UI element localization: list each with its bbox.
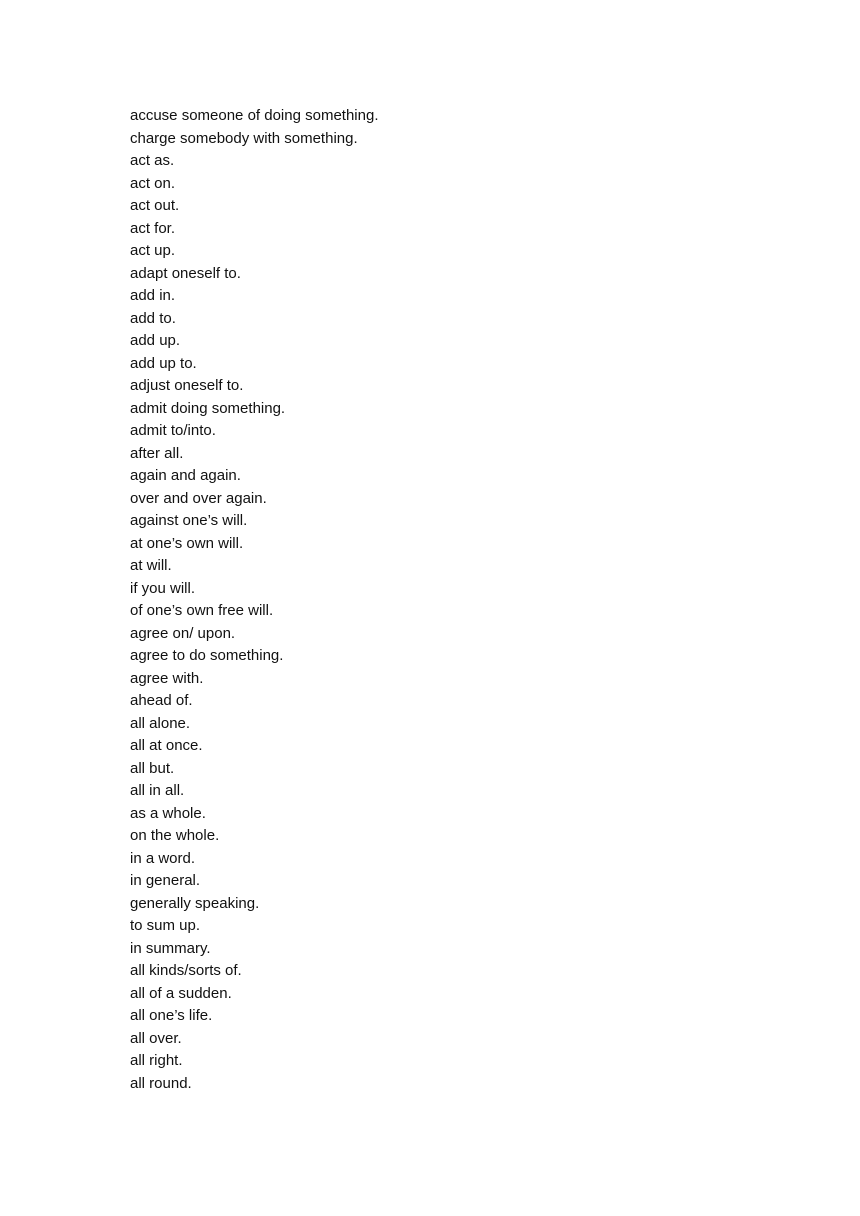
phrase-line: as a whole. xyxy=(130,804,206,822)
phrase-line: add up. xyxy=(130,332,181,349)
phrase-line: add up to. xyxy=(130,354,197,372)
phrase-line: accuse someone of doing something. xyxy=(130,107,379,124)
phrase-line: at one’s own will. xyxy=(130,534,244,552)
phrase-line: act up. xyxy=(130,242,176,259)
phrase-line: after all. xyxy=(130,444,184,462)
phrase-line: add to. xyxy=(130,309,176,327)
phrase-line: ahead of. xyxy=(130,692,193,709)
phrase-line: in general. xyxy=(130,872,201,889)
phrase-line: all alone. xyxy=(130,714,191,732)
phrase-line: if you will. xyxy=(130,579,196,597)
phrase-line: add in. xyxy=(130,287,176,304)
phrase-line: charge somebody with something. xyxy=(130,129,358,147)
phrase-line: admit to/into. xyxy=(130,422,216,439)
phrase-line: in summary. xyxy=(130,939,211,957)
phrase-list xyxy=(130,105,379,1095)
phrase-line: over and over again. xyxy=(130,489,267,507)
phrase-line: all right. xyxy=(130,1052,183,1069)
phrase-line: adjust oneself to. xyxy=(130,377,244,394)
phrase-line: agree with. xyxy=(130,669,204,687)
phrase-line: adapt oneself to. xyxy=(130,264,241,282)
phrase-line: all but. xyxy=(130,759,175,777)
phrase-line: to sum up. xyxy=(130,917,201,934)
phrase-line: at will. xyxy=(130,557,172,574)
phrase-line: on the whole. xyxy=(130,827,220,844)
phrase-line: all of a sudden. xyxy=(130,984,232,1002)
phrase-line: act as. xyxy=(130,152,175,169)
phrase-line: agree on/ upon. xyxy=(130,624,236,642)
phrase-line: again and again. xyxy=(130,467,241,484)
phrase-line: all round. xyxy=(130,1074,192,1092)
phrase-line: of one’s own free will. xyxy=(130,602,274,619)
phrase-line: act for. xyxy=(130,219,176,237)
phrase-line: against one’s will. xyxy=(130,512,248,529)
phrase-line: all over. xyxy=(130,1029,182,1047)
phrase-line: all in all. xyxy=(130,782,185,799)
phrase-line: all at once. xyxy=(130,737,203,754)
phrase-line: act on. xyxy=(130,174,176,192)
phrase-line: in a word. xyxy=(130,849,196,867)
phrase-line: all one’s life. xyxy=(130,1007,213,1024)
phrase-line: generally speaking. xyxy=(130,894,260,912)
phrase-line: agree to do something. xyxy=(130,647,284,664)
phrase-line: act out. xyxy=(130,197,180,214)
phrase-line: all kinds/sorts of. xyxy=(130,962,242,979)
phrase-line: admit doing something. xyxy=(130,399,286,417)
